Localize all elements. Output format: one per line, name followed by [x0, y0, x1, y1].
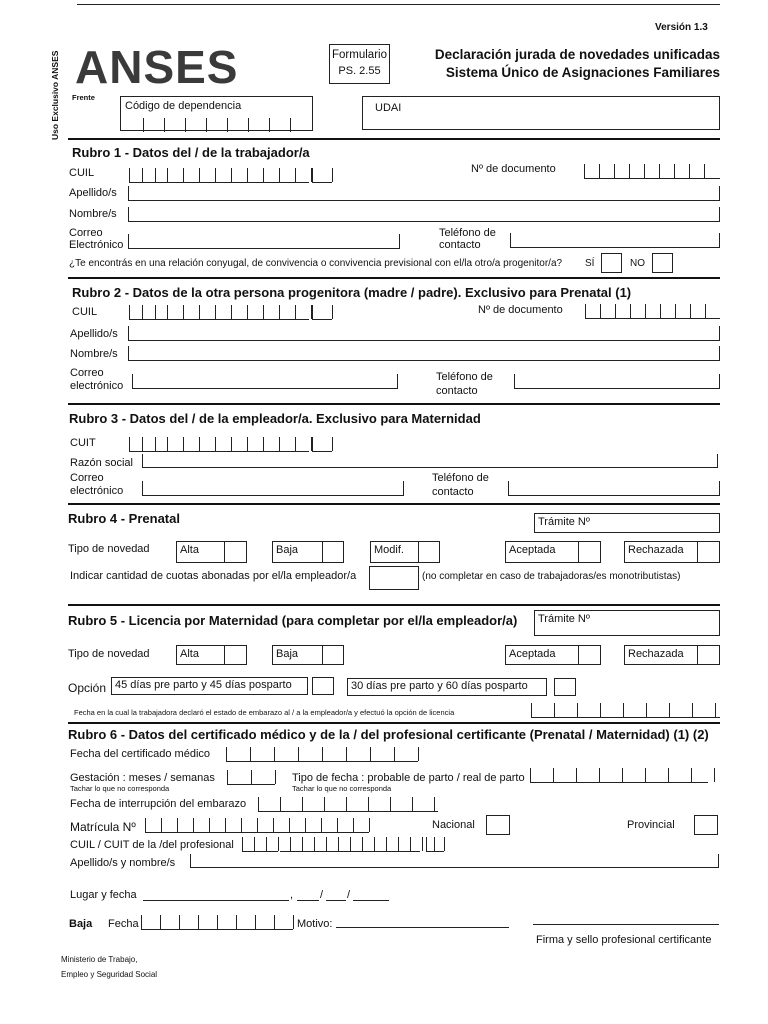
- r6-provincial-label: Provincial: [627, 819, 675, 831]
- r3-tel-label-1: Teléfono de: [432, 472, 489, 484]
- r5-fecha-declaro-cells[interactable]: [531, 703, 716, 717]
- r4-cuotas-nota: (no completar en caso de trabajadoras/es monotributistas): [422, 571, 681, 582]
- r6-tachar-1: Tachar lo que no corresponda: [70, 784, 170, 793]
- r2-telefono-field[interactable]: [514, 374, 720, 389]
- lugar-comma: ,: [290, 889, 294, 901]
- r5-baja-option[interactable]: [272, 645, 344, 665]
- udai-label: UDAI: [375, 102, 402, 114]
- baja-fecha-cells[interactable]: [141, 915, 294, 929]
- rubro3-title: Rubro 3 - Datos del / de la empleador/a. Exclusivo para Maternidad: [69, 411, 481, 426]
- baja-label: Baja: [69, 918, 93, 930]
- r4-tramite-label: Trámite Nº: [538, 516, 590, 528]
- r3-cuit-check: [312, 437, 333, 451]
- r6-provincial-checkbox[interactable]: [694, 815, 718, 835]
- r2-cuil-label: CUIL: [72, 306, 98, 318]
- r5-baja-label: Baja: [276, 648, 299, 660]
- r1-telefono-field[interactable]: [510, 233, 720, 248]
- lugar-field[interactable]: [143, 900, 289, 901]
- anses-logo: ANSES: [75, 41, 239, 93]
- r6-cuil-prof-check: [426, 837, 445, 851]
- r4-aceptada-option[interactable]: [505, 541, 601, 563]
- r6-matricula-cells[interactable]: [145, 818, 370, 832]
- r4-modif-option[interactable]: [370, 541, 440, 563]
- r6-interrupcion-label: Fecha de interrupción del embarazo: [70, 798, 247, 810]
- r5-tipo-label: Tipo de novedad: [68, 648, 150, 660]
- r1-correo-field[interactable]: [128, 234, 400, 249]
- motivo-label: Motivo:: [297, 918, 333, 930]
- r3-telefono-field[interactable]: [508, 481, 720, 496]
- r3-correo-label-1: Correo: [70, 472, 104, 484]
- top-rule: [77, 4, 720, 5]
- rubro2-rule: [68, 277, 720, 279]
- r5-tramite-label: Trámite Nº: [538, 613, 590, 625]
- fecha-anio-field[interactable]: [353, 900, 389, 901]
- r5-aceptada-label: Aceptada: [509, 648, 556, 660]
- r3-cuit-cells[interactable]: [129, 437, 312, 451]
- r3-tel-label-2: contacto: [432, 486, 474, 498]
- r1-apellido-label: Apellido/s: [69, 187, 117, 199]
- r5-opcion-45: [111, 677, 308, 695]
- codigo-dependencia-box[interactable]: [120, 96, 313, 131]
- r6-cuil-prof-cells[interactable]: [242, 837, 435, 851]
- codigo-dependencia-cells: [143, 118, 291, 132]
- r4-baja-label: Baja: [276, 544, 299, 556]
- r3-razon-field[interactable]: [142, 454, 718, 468]
- udai-box[interactable]: [362, 96, 720, 130]
- r1-tel-label-2: contacto: [439, 239, 481, 251]
- r2-tel-label-1: Teléfono de: [436, 371, 493, 383]
- r4-tipo-label: Tipo de novedad: [68, 543, 150, 555]
- r4-modif-label: Modif.: [374, 544, 404, 556]
- r5-alta-label: Alta: [180, 648, 199, 660]
- form-title: [400, 46, 720, 81]
- r5-tramite-field[interactable]: [534, 610, 720, 636]
- form-number-box: [329, 44, 390, 84]
- r2-correo-label-1: Correo: [70, 367, 104, 379]
- r3-correo-field[interactable]: [142, 481, 404, 496]
- rubro1-title: Rubro 1 - Datos del / de la trabajador/a: [72, 145, 310, 160]
- r5-alta-option[interactable]: [176, 645, 247, 665]
- r5-aceptada-option[interactable]: [505, 645, 601, 665]
- r6-fecha-cert-label: Fecha del certificado médico: [70, 748, 211, 760]
- r2-apellido-label: Apellido/s: [70, 328, 118, 340]
- r6-cuil-prof-label: CUIL / CUIT de la /del profesional: [70, 839, 234, 851]
- r5-opcion-45-label: 45 días pre parto y 45 días posparto: [115, 679, 292, 691]
- r6-interrupcion-cells[interactable]: [258, 797, 435, 811]
- r5-opcion-45-checkbox[interactable]: [312, 677, 334, 695]
- r6-nacional-label: Nacional: [432, 819, 475, 831]
- r5-fecha-declaro-label: Fecha en la cual la trabajadora declaró el estado de embarazo al / a la empleador/a y efectuó la opción de licencia: [74, 708, 455, 717]
- r1-si-checkbox[interactable]: [601, 253, 622, 273]
- r1-apellido-field[interactable]: [128, 186, 720, 201]
- r3-correo-label-2: electrónico: [70, 485, 124, 497]
- r6-gestacion-label: Gestación : meses / semanas: [70, 772, 215, 784]
- r6-nacional-checkbox[interactable]: [486, 815, 510, 835]
- r2-dni-label: Nº de documento: [478, 304, 563, 316]
- form-code: PS. 2.55: [338, 64, 381, 77]
- r1-relacion-label: ¿Te encontrás en una relación conyugal, de convivencia o convivencia previsional con el/la otro/a progenitor/a?: [69, 258, 563, 269]
- form-title-line1: Declaración jurada de novedades unificadas: [434, 47, 720, 62]
- r2-cuil-check: [312, 305, 333, 319]
- fecha-slash-1: /: [320, 889, 324, 901]
- r4-aceptada-label: Aceptada: [509, 544, 556, 556]
- rubro1-rule: [68, 138, 720, 140]
- frente-label: Frente: [72, 93, 95, 102]
- r1-cuil-label: CUIL: [69, 167, 95, 179]
- r2-correo-label-2: electrónico: [70, 380, 124, 392]
- r1-dni-cells[interactable]: [584, 164, 705, 178]
- r5-rechazada-option[interactable]: [624, 645, 720, 665]
- r1-correo-label-2: Electrónico: [69, 239, 124, 251]
- r2-dni-cells[interactable]: [585, 304, 706, 318]
- rubro2-title: Rubro 2 - Datos de la otra persona progenitora (madre / padre). Exclusivo para Prenatal (1): [72, 285, 632, 300]
- form-label: Formulario: [332, 49, 387, 61]
- r4-tramite-field[interactable]: [534, 513, 720, 533]
- rubro4-rule: [68, 503, 720, 505]
- r3-cuit-label: CUIT: [70, 437, 96, 449]
- ministerio-line2: Empleo y Seguridad Social: [61, 970, 158, 979]
- r1-no-label: NO: [630, 258, 645, 269]
- rubro5-title: Rubro 5 - Licencia por Maternidad (para completar por el/la empleador/a): [68, 613, 518, 628]
- r5-opcion-label: Opción: [68, 681, 107, 695]
- r3-razon-label: Razón social: [70, 457, 133, 469]
- r2-nombre-field[interactable]: [128, 346, 720, 361]
- side-label: Uso Exclusivo ANSES: [50, 50, 60, 140]
- firma-label: Firma y sello profesional certificante: [536, 934, 712, 946]
- r6-fecha-cert-cells[interactable]: [226, 747, 419, 761]
- rubro4-title: Rubro 4 - Prenatal: [68, 511, 180, 526]
- r2-cuil-cells[interactable]: [129, 305, 312, 319]
- r2-nombre-label: Nombre/s: [70, 348, 118, 360]
- r1-correo-label-1: Correo: [69, 227, 103, 239]
- r2-tel-label-2: contacto: [436, 385, 478, 397]
- r4-alta-label: Alta: [180, 544, 199, 556]
- r4-baja-option[interactable]: [272, 541, 344, 563]
- r6-matricula-label: Matrícula Nº: [70, 820, 136, 834]
- r5-rechazada-label: Rechazada: [628, 648, 684, 660]
- r6-tipo-fecha-label: Tipo de fecha : probable de parto / real de parto: [292, 772, 525, 784]
- fecha-dia-field[interactable]: [297, 900, 319, 901]
- r1-nombre-field[interactable]: [128, 207, 720, 222]
- rubro6-rule: [68, 722, 720, 724]
- r1-tel-label-1: Teléfono de: [439, 227, 496, 239]
- r1-no-checkbox[interactable]: [652, 253, 673, 273]
- form-title-line2: Sistema Único de Asignaciones Familiares: [445, 64, 720, 80]
- motivo-field[interactable]: [336, 927, 509, 928]
- r1-cuil-check: [312, 168, 333, 182]
- r4-alta-option[interactable]: [176, 541, 247, 563]
- rubro3-rule: [68, 403, 720, 405]
- r6-tipo-fecha-cells[interactable]: [530, 768, 715, 782]
- lugar-fecha-label: Lugar y fecha: [70, 889, 137, 901]
- codigo-dependencia-label: Código de dependencia: [125, 100, 242, 112]
- fecha-mes-field[interactable]: [326, 900, 346, 901]
- r6-apellido-nombre-field[interactable]: [190, 854, 719, 868]
- r1-cuil-cells[interactable]: [129, 168, 312, 182]
- r2-correo-field[interactable]: [132, 374, 398, 389]
- r6-apellido-nombre-label: Apellido/s y nombre/s: [70, 857, 176, 869]
- ministerio-line1: Ministerio de Trabajo,: [61, 955, 138, 964]
- r4-cuotas-field[interactable]: [369, 566, 419, 590]
- firma-line[interactable]: [533, 924, 719, 925]
- version-label: Versión 1.3: [655, 22, 708, 33]
- r4-rechazada-label: Rechazada: [628, 544, 684, 556]
- r1-nombre-label: Nombre/s: [69, 208, 117, 220]
- r6-gestacion-cells[interactable]: [227, 770, 276, 784]
- r4-cuotas-label: Indicar cantidad de cuotas abonadas por el/la empleador/a: [70, 570, 357, 582]
- rubro6-title: Rubro 6 - Datos del certificado médico y de la / del profesional certificante (Prenatal / Maternidad) (1) (2): [68, 727, 709, 742]
- r6-tachar-2: Tachar lo que no corresponda: [292, 784, 392, 793]
- r4-rechazada-option[interactable]: [624, 541, 720, 563]
- r2-apellido-field[interactable]: [128, 326, 720, 341]
- r5-opcion-30-label: 30 días pre parto y 60 días posparto: [351, 680, 528, 692]
- r1-si-label: SÍ: [585, 258, 595, 269]
- baja-fecha-label: Fecha: [108, 918, 139, 930]
- r5-opcion-30-checkbox[interactable]: [554, 678, 576, 696]
- r1-dni-label: Nº de documento: [471, 163, 556, 175]
- rubro5-rule: [68, 604, 720, 606]
- r5-opcion-30: [347, 678, 547, 696]
- fecha-slash-2: /: [347, 889, 351, 901]
